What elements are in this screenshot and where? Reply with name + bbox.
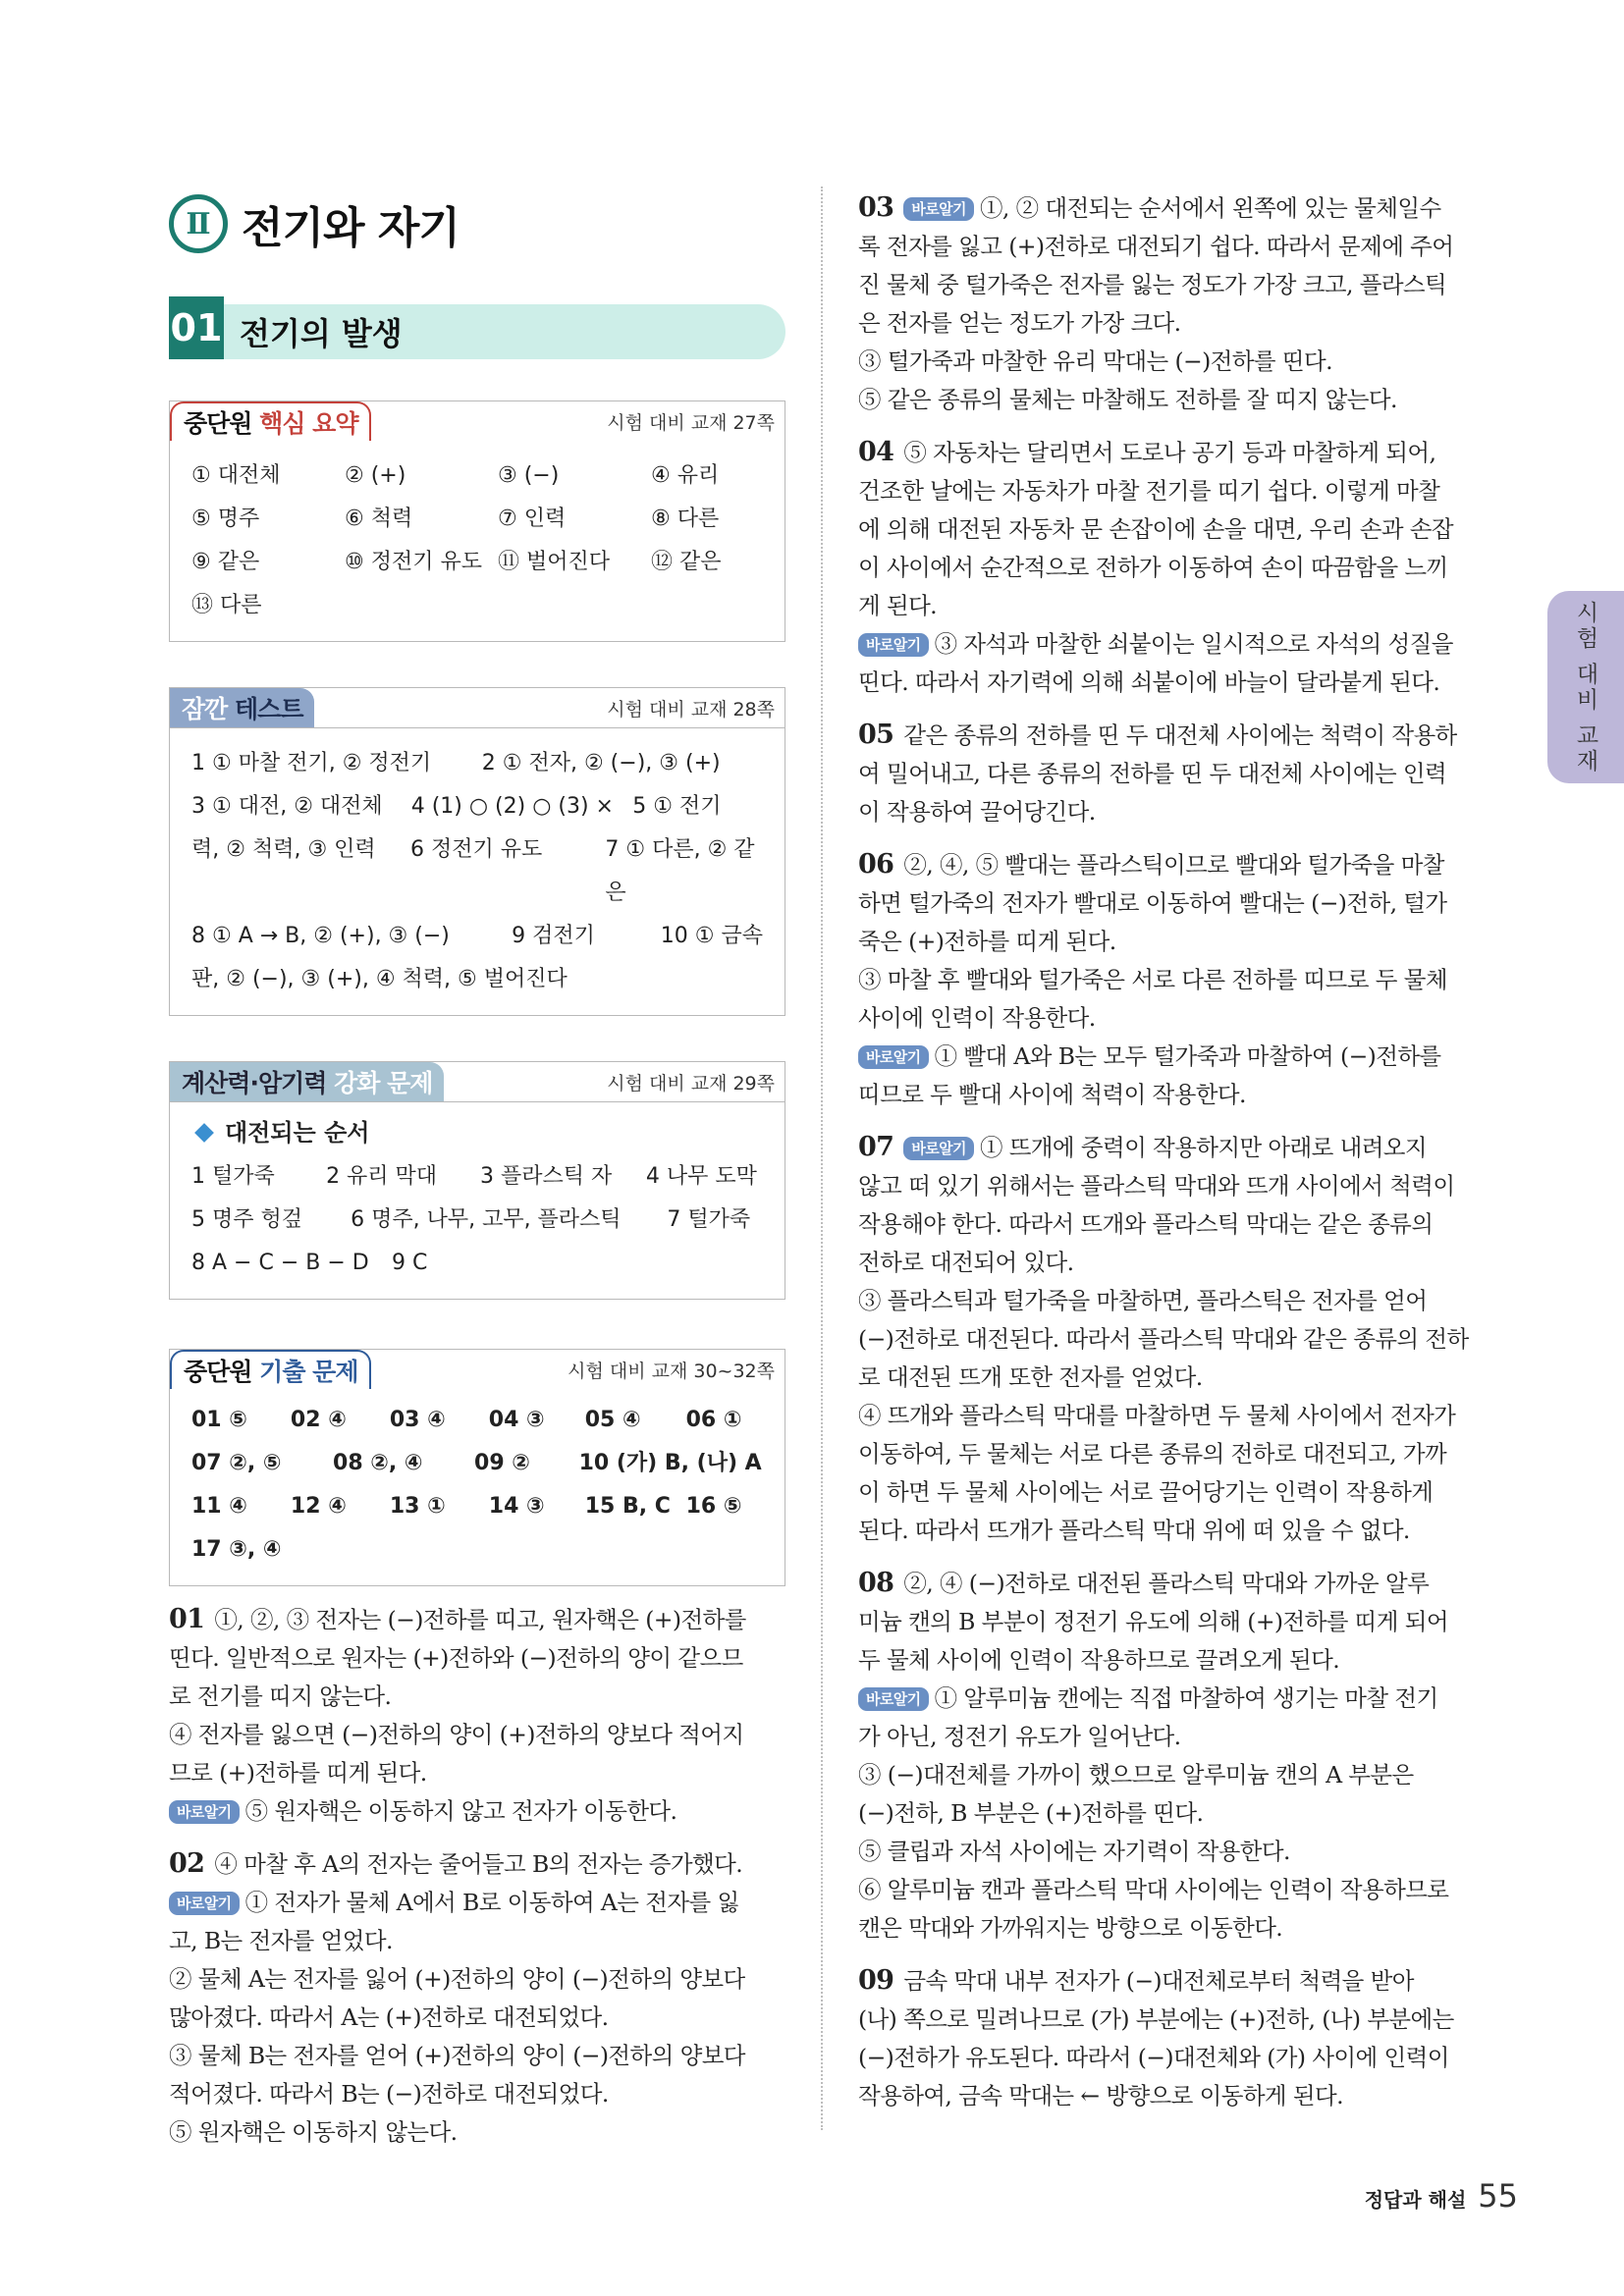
- exam-answer: 15 B, C: [584, 1494, 671, 1519]
- explanation-line: [858, 510, 1473, 549]
- quicktest-item: 8 ① A → B, ② (+), ③ (−): [191, 924, 450, 948]
- explanation-line: [858, 2077, 1473, 2115]
- explanation-05: [858, 716, 1473, 831]
- explanation-line: [858, 1435, 1473, 1473]
- exam-tag: [170, 1350, 371, 1389]
- explanation-text: 가 아닌, 정전기 유도가 일어난다.: [858, 1723, 1181, 1750]
- explanation-text: 된다. 따라서 뜨개가 플라스틱 막대 위에 떠 있을 수 없다.: [858, 1517, 1410, 1544]
- explanation-text: (−)전하로 대전된다. 따라서 플라스틱 막대와 같은 종류의 전하: [858, 1325, 1469, 1353]
- drill-item: 8 A − C − B − D: [191, 1251, 369, 1275]
- chapter-bar: [169, 304, 785, 359]
- right-column: [858, 188, 1473, 2129]
- explanation-line: [169, 1678, 785, 1716]
- explanation-04: [858, 433, 1473, 702]
- explanation-line: [858, 1282, 1473, 1320]
- explanation-text: 적어졌다. 따라서 B는 (−)전하로 대전되었다.: [169, 2080, 609, 2108]
- exam-answer: 16 ⑤: [685, 1494, 742, 1519]
- quicktest-row: [191, 915, 763, 958]
- explanation-line: [169, 1960, 785, 1999]
- exam-answer: 05 ④: [584, 1408, 641, 1432]
- diamond-bullet-icon: [194, 1123, 214, 1143]
- summary-item: ⑧ 다른: [651, 507, 720, 531]
- explanation-line: [858, 1564, 1473, 1603]
- summary-ref: 시험 대비 교재 27쪽: [607, 412, 775, 434]
- explanation-line: [169, 2113, 785, 2152]
- explanation-text: 작용해야 한다. 따라서 뜨개와 플라스틱 막대는 같은 종류의: [858, 1210, 1434, 1238]
- summary-tag-b: 핵심 요약: [259, 409, 358, 438]
- exam-answer: 04 ③: [488, 1408, 545, 1432]
- explanation-text: 에 의해 대전된 자동차 문 손잡이에 손을 대면, 우리 손과 손잡: [858, 515, 1453, 543]
- explanation-03: [858, 188, 1473, 419]
- quicktest-item: 2 ① 전자, ② (−), ③ (+): [481, 751, 721, 775]
- explanation-text: ⑤ 같은 종류의 물체는 마찰해도 전하를 잘 띠지 않는다.: [858, 386, 1397, 413]
- explanation-text: 건조한 날에는 자동차가 마찰 전기를 띠기 쉽다. 이렇게 마찰: [858, 477, 1440, 505]
- explanation-line: [858, 2001, 1473, 2039]
- exam-answer: 07 ②, ⑤: [191, 1451, 282, 1475]
- question-number: 03: [858, 192, 894, 223]
- summary-item: ② (+): [345, 463, 406, 488]
- quicktest-item: 9 검전기: [512, 924, 595, 948]
- explanation-line: [858, 472, 1473, 510]
- correction-chip: 바로알기: [903, 197, 974, 221]
- explanation-line: [169, 1884, 785, 1922]
- summary-item: ④ 유리: [651, 463, 720, 488]
- left-column: [169, 188, 785, 2165]
- summary-tag-a: 중단원: [184, 409, 252, 438]
- explanation-line: [858, 1076, 1473, 1114]
- right-explanations: [858, 188, 1473, 2115]
- page-number: 55: [1478, 2177, 1518, 2215]
- explanation-line: [858, 1205, 1473, 1244]
- correction-chip: 바로알기: [858, 1687, 929, 1711]
- explanation-text: ③ 자석과 마찰한 쇠붙이는 일시적으로 자석의 성질을: [934, 630, 1453, 658]
- exam-box: [169, 1349, 785, 1586]
- explanation-line: [858, 343, 1473, 381]
- exam-tag-a: 중단원: [184, 1358, 252, 1386]
- explanation-text: ③ 플라스틱과 털가죽을 마찰하면, 플라스틱은 전자를 얻어: [858, 1287, 1428, 1314]
- question-number: 09: [858, 1965, 894, 1996]
- explanation-line: [858, 549, 1473, 587]
- drill-item: 9 C: [392, 1251, 428, 1275]
- explanation-text: ② 물체 A는 전자를 잃어 (+)전하의 양이 (−)전하의 양보다: [169, 1965, 745, 1993]
- summary-item: ⑪ 벌어진다: [498, 550, 611, 574]
- summary-box: [169, 400, 785, 642]
- explanation-line: [858, 755, 1473, 793]
- drill-lines: [191, 1155, 763, 1285]
- exam-answer: 08 ②, ④: [333, 1451, 423, 1475]
- correction-chip: 바로알기: [858, 633, 929, 657]
- explanation-line: [169, 1600, 785, 1639]
- explanation-text: ①, ②, ③ 전자는 (−)전하를 띠고, 원자핵은 (+)전하를: [214, 1606, 746, 1633]
- explanation-line: [858, 1794, 1473, 1833]
- exam-answer: 03 ④: [389, 1408, 446, 1432]
- drill-row: [191, 1242, 763, 1285]
- correction-chip: 바로알기: [169, 1800, 240, 1824]
- exam-ref: 시험 대비 교재 30~32쪽: [568, 1361, 775, 1382]
- side-tab[interactable]: [1547, 591, 1624, 783]
- exam-answer: 12 ④: [290, 1494, 347, 1519]
- quicktest-tag-a: 잠깐: [182, 695, 228, 723]
- exam-answers: [170, 1389, 785, 1585]
- explanation-text: 캔은 막대와 가까워지는 방향으로 이동한다.: [858, 1914, 1283, 1942]
- correction-chip: 바로알기: [858, 1045, 929, 1069]
- quicktest-row: [191, 742, 763, 785]
- explanation-line: [858, 1641, 1473, 1680]
- explanation-line: [858, 228, 1473, 266]
- drill-item: 5 명주 헝겊: [191, 1207, 302, 1232]
- summary-item: ⑫ 같은: [651, 550, 722, 574]
- explanation-line: [858, 1718, 1473, 1756]
- explanation-line: [858, 266, 1473, 304]
- drill-subheading-text: 대전되는 순서: [225, 1119, 370, 1147]
- quicktest-row: [191, 958, 763, 1001]
- drill-row: [191, 1199, 763, 1242]
- explanation-line: [858, 433, 1473, 472]
- explanation-07: [858, 1128, 1473, 1550]
- drill-box: [169, 1061, 785, 1300]
- left-explanations: [169, 1600, 785, 2152]
- quicktest-item: 력, ② 척력, ③ 인력: [191, 837, 376, 862]
- side-tab-label: 시험 대비 교재: [1572, 600, 1598, 774]
- explanation-line: [858, 1909, 1473, 1948]
- explanation-line: [169, 1999, 785, 2037]
- explanation-text: 죽은 (+)전하를 띠게 된다.: [858, 928, 1116, 955]
- explanation-line: [858, 961, 1473, 999]
- explanation-line: [169, 1844, 785, 1884]
- drill-item: 3 플라스틱 자: [479, 1164, 613, 1189]
- explanation-text: ③ (−)대전체를 가까이 했으므로 알루미늄 캔의 A 부분은: [858, 1761, 1414, 1789]
- drill-item: 1 털가죽: [191, 1164, 275, 1189]
- exam-answer: 02 ④: [290, 1408, 347, 1432]
- summary-item: ⑥ 척력: [345, 507, 413, 531]
- explanation-text: 많아졌다. 따라서 A는 (+)전하로 대전되었다.: [169, 2003, 609, 2031]
- explanation-line: [858, 188, 1473, 228]
- explanation-text: ① 알루미늄 캔에는 직접 마찰하여 생기는 마찰 전기: [934, 1684, 1438, 1712]
- explanation-line: [858, 381, 1473, 419]
- exam-answer: 06 ①: [685, 1408, 742, 1432]
- explanation-line: [858, 884, 1473, 923]
- quicktest-tag: [170, 688, 314, 727]
- exam-answer: 14 ③: [488, 1494, 545, 1519]
- quicktest-item: 3 ① 대전, ② 대전체: [191, 794, 383, 819]
- explanation-text: ⑤ 자동차는 달리면서 도로나 공기 등과 마찰하게 되어,: [903, 439, 1436, 466]
- explanation-line: [858, 1128, 1473, 1167]
- drill-item: 4 나무 도막: [645, 1164, 757, 1189]
- explanation-text: 띠므로 두 빨대 사이에 척력이 작용한다.: [858, 1081, 1246, 1108]
- explanation-line: [858, 1871, 1473, 1909]
- explanation-text: 이 하면 두 물체 사이에는 서로 끌어당기는 인력이 작용하게: [858, 1478, 1434, 1506]
- explanation-line: [858, 1603, 1473, 1641]
- quicktest-tag-b: 테스트: [235, 695, 303, 723]
- quicktest-item: 1 ① 마찰 전기, ② 정전기: [191, 751, 432, 775]
- explanation-text: 띤다. 따라서 자기력에 의해 쇠붙이에 바늘이 달라붙게 된다.: [858, 668, 1440, 696]
- explanation-text: 사이에 인력이 작용한다.: [858, 1004, 1096, 1032]
- summary-item: ① 대전체: [191, 463, 281, 488]
- question-number: 04: [858, 437, 894, 467]
- unit-title-text: 전기와 자기: [242, 203, 460, 253]
- explanation-text: 여 밀어내고, 다른 종류의 전하를 띤 두 대전체 사이에는 인력: [858, 760, 1447, 787]
- explanation-line: [169, 2037, 785, 2075]
- unit-badge: Ⅱ: [169, 194, 228, 253]
- exam-answer: 11 ④: [191, 1494, 247, 1519]
- unit-title: [169, 188, 785, 259]
- quicktest-item: 7 ① 다른, ② 같은: [605, 837, 755, 905]
- summary-item: ⑩ 정전기 유도: [345, 550, 482, 574]
- explanation-line: [858, 625, 1473, 664]
- question-number: 05: [858, 720, 894, 750]
- explanation-line: [169, 1922, 785, 1960]
- explanation-line: [858, 845, 1473, 884]
- exam-answer: 01 ⑤: [191, 1408, 247, 1432]
- exam-answer: 10 (가) B, (나) A: [578, 1451, 762, 1475]
- correction-chip: 바로알기: [169, 1892, 240, 1915]
- explanation-02: [169, 1844, 785, 2152]
- summary-item: ⑬ 다른: [191, 593, 262, 617]
- question-number: 01: [169, 1604, 205, 1634]
- explanation-text: 작용하여, 금속 막대는 ← 방향으로 이동하게 된다.: [858, 2082, 1343, 2109]
- explanation-line: [858, 1320, 1473, 1359]
- explanation-text: 같은 종류의 전하를 띤 두 대전체 사이에는 척력이 작용하: [903, 721, 1457, 749]
- explanation-line: [858, 664, 1473, 702]
- correction-chip: 바로알기: [903, 1137, 974, 1160]
- explanation-text: 게 된다.: [858, 592, 938, 619]
- quicktest-item: 6 정전기 유도: [409, 837, 543, 862]
- quicktest-row: [191, 785, 763, 828]
- explanation-text: 므로 (+)전하를 띠게 된다.: [169, 1759, 427, 1787]
- drill-subheading: [191, 1110, 763, 1155]
- explanation-line: [858, 1038, 1473, 1076]
- explanation-08: [858, 1564, 1473, 1948]
- exam-row: [191, 1528, 763, 1572]
- explanation-line: [169, 1792, 785, 1831]
- explanation-line: [169, 2075, 785, 2113]
- chapter-number: 01: [169, 296, 224, 359]
- explanation-line: [858, 1244, 1473, 1282]
- column-divider: [821, 187, 823, 2130]
- explanation-text: (−)전하, B 부분은 (+)전하를 띤다.: [858, 1799, 1204, 1827]
- question-number: 07: [858, 1132, 894, 1162]
- explanation-text: ③ 물체 B는 전자를 얻어 (+)전하의 양이 (−)전하의 양보다: [169, 2042, 745, 2069]
- explanation-text: 진 물체 중 털가죽은 전자를 잃는 정도가 가장 크고, 플라스틱: [858, 271, 1447, 298]
- explanation-text: ④ 전자를 잃으면 (−)전하의 양이 (+)전하의 양보다 적어지: [169, 1721, 744, 1748]
- drill-tag-a: 계산력·암기력: [182, 1069, 327, 1097]
- explanation-line: [858, 1961, 1473, 2001]
- drill-tag-b: 강화 문제: [334, 1069, 433, 1097]
- explanation-text: ⑥ 알루미늄 캔과 플라스틱 막대 사이에는 인력이 작용하므로: [858, 1876, 1449, 1903]
- explanation-text: 고, B는 전자를 얻었다.: [169, 1927, 393, 1954]
- chapter-title: 전기의 발생: [240, 315, 403, 352]
- explanation-text: 로 전기를 띠지 않는다.: [169, 1682, 392, 1710]
- explanation-line: [169, 1639, 785, 1678]
- explanation-text: 록 전자를 잃고 (+)전하로 대전되기 쉽다. 따라서 문제에 주어: [858, 233, 1454, 260]
- summary-item: ⑨ 같은: [191, 550, 260, 574]
- quicktest-item: 10 ① 금속: [660, 924, 763, 948]
- explanation-line: [858, 1359, 1473, 1397]
- drill-ref: 시험 대비 교재 29쪽: [607, 1073, 775, 1095]
- explanation-text: (−)전하가 유도된다. 따라서 (−)대전체와 (가) 사이에 인력이: [858, 2044, 1449, 2071]
- summary-items: [170, 441, 785, 641]
- quicktest-box: [169, 687, 785, 1016]
- explanation-text: 두 물체 사이에 인력이 작용하므로 끌려오게 된다.: [858, 1646, 1340, 1674]
- explanation-text: 금속 막대 내부 전자가 (−)대전체로부터 척력을 받아: [903, 1967, 1414, 1995]
- summary-item: ⑤ 명주: [191, 507, 260, 531]
- quicktest-item: 4 (1) ○ (2) ○ (3) ×: [410, 794, 614, 819]
- quicktest-lines: [170, 728, 785, 1015]
- explanation-text: ②, ④ (−)전하로 대전된 플라스틱 막대와 가까운 알루: [903, 1570, 1430, 1597]
- explanation-text: 이 작용하여 끌어당긴다.: [858, 798, 1096, 826]
- explanation-text: ③ 털가죽과 마찰한 유리 막대는 (−)전하를 띤다.: [858, 347, 1332, 375]
- explanation-06: [858, 845, 1473, 1114]
- explanation-text: ②, ④, ⑤ 빨대는 플라스틱이므로 빨대와 털가죽을 마찰: [903, 851, 1444, 879]
- drill-item: 2 유리 막대: [326, 1164, 438, 1189]
- explanation-text: ④ 뜨개와 플라스틱 막대를 마찰하면 두 물체 사이에서 전자가: [858, 1402, 1456, 1429]
- explanation-line: [169, 1754, 785, 1792]
- page-footer: [1365, 2177, 1518, 2215]
- summary-item: ⑦ 인력: [498, 507, 567, 531]
- explanation-line: [858, 1473, 1473, 1512]
- drill-tag: [170, 1062, 444, 1101]
- explanation-text: ① 빨대 A와 B는 모두 털가죽과 마찰하여 (−)전하를: [934, 1042, 1441, 1070]
- summary-item: ③ (−): [498, 463, 560, 488]
- explanation-text: 이 사이에서 순간적으로 전하가 이동하여 손이 따끔함을 느끼: [858, 554, 1448, 581]
- quicktest-row: [191, 828, 763, 915]
- explanation-text: 띤다. 일반적으로 원자는 (+)전하와 (−)전하의 양이 같으므: [169, 1644, 743, 1672]
- explanation-text: ③ 마찰 후 빨대와 털가죽은 서로 다른 전하를 띠므로 두 물체: [858, 966, 1447, 993]
- explanation-line: [858, 587, 1473, 625]
- explanation-text: ⑤ 클립과 자석 사이에는 자기력이 작용한다.: [858, 1838, 1290, 1865]
- summary-tag: [170, 401, 371, 441]
- quicktest-item: 판, ② (−), ③ (+), ④ 척력, ⑤ 벌어진다: [191, 967, 568, 991]
- explanation-text: 로 대전된 뜨개 또한 전자를 얻었다.: [858, 1363, 1203, 1391]
- question-number: 02: [169, 1848, 205, 1879]
- exam-answer: 09 ②: [474, 1451, 530, 1475]
- explanation-line: [858, 716, 1473, 755]
- explanation-01: [169, 1600, 785, 1831]
- explanation-text: ① 뜨개에 중력이 작용하지만 아래로 내려오지: [979, 1134, 1428, 1161]
- explanation-text: ⑤ 원자핵은 이동하지 않고 전자가 이동한다.: [244, 1797, 677, 1825]
- explanation-09: [858, 1961, 1473, 2115]
- explanation-line: [858, 1167, 1473, 1205]
- footer-label: 정답과 해설: [1364, 2188, 1467, 2212]
- explanation-line: [858, 1512, 1473, 1550]
- explanation-line: [858, 1833, 1473, 1871]
- explanation-line: [858, 304, 1473, 343]
- quicktest-ref: 시험 대비 교재 28쪽: [607, 699, 775, 721]
- explanation-text: ④ 마찰 후 A의 전자는 줄어들고 B의 전자는 증가했다.: [214, 1850, 743, 1878]
- explanation-text: 하면 털가죽의 전자가 빨대로 이동하여 빨대는 (−)전하, 털가: [858, 889, 1447, 917]
- explanation-line: [858, 793, 1473, 831]
- explanation-text: ⑤ 원자핵은 이동하지 않는다.: [169, 2118, 458, 2146]
- explanation-text: ① 전자가 물체 A에서 B로 이동하여 A는 전자를 잃: [244, 1889, 739, 1916]
- explanation-text: (나) 쪽으로 밀려나므로 (가) 부분에는 (+)전하, (나) 부분에는: [858, 2005, 1454, 2033]
- question-number: 08: [858, 1568, 894, 1598]
- question-number: 06: [858, 849, 894, 880]
- explanation-text: 전하로 대전되어 있다.: [858, 1249, 1074, 1276]
- explanation-text: 은 전자를 얻는 정도가 가장 크다.: [858, 309, 1181, 337]
- exam-row: [191, 1485, 763, 1528]
- explanation-text: ①, ② 대전되는 순서에서 왼쪽에 있는 물체일수: [979, 194, 1441, 222]
- exam-row: [191, 1442, 763, 1485]
- explanation-text: 않고 떠 있기 위해서는 플라스틱 막대와 뜨개 사이에서 척력이: [858, 1172, 1455, 1200]
- explanation-line: [858, 1397, 1473, 1435]
- explanation-line: [858, 999, 1473, 1038]
- exam-tag-b: 기출 문제: [259, 1358, 358, 1386]
- quicktest-item: 5 ① 전기: [632, 794, 722, 819]
- explanation-line: [169, 1716, 785, 1754]
- exam-answer: 17 ③, ④: [191, 1537, 282, 1562]
- exam-answer: 13 ①: [389, 1494, 446, 1519]
- exam-row: [191, 1399, 763, 1442]
- explanation-line: [858, 2039, 1473, 2077]
- explanation-text: 미늄 캔의 B 부분이 정전기 유도에 의해 (+)전하를 띠게 되어: [858, 1608, 1448, 1635]
- explanation-line: [858, 923, 1473, 961]
- explanation-line: [858, 1680, 1473, 1718]
- drill-row: [191, 1155, 763, 1199]
- drill-item: 7 털가죽: [667, 1207, 751, 1232]
- drill-item: 6 명주, 나무, 고무, 플라스틱: [351, 1207, 622, 1232]
- explanation-text: 이동하여, 두 물체는 서로 다른 종류의 전하로 대전되고, 가까: [858, 1440, 1447, 1468]
- explanation-line: [858, 1756, 1473, 1794]
